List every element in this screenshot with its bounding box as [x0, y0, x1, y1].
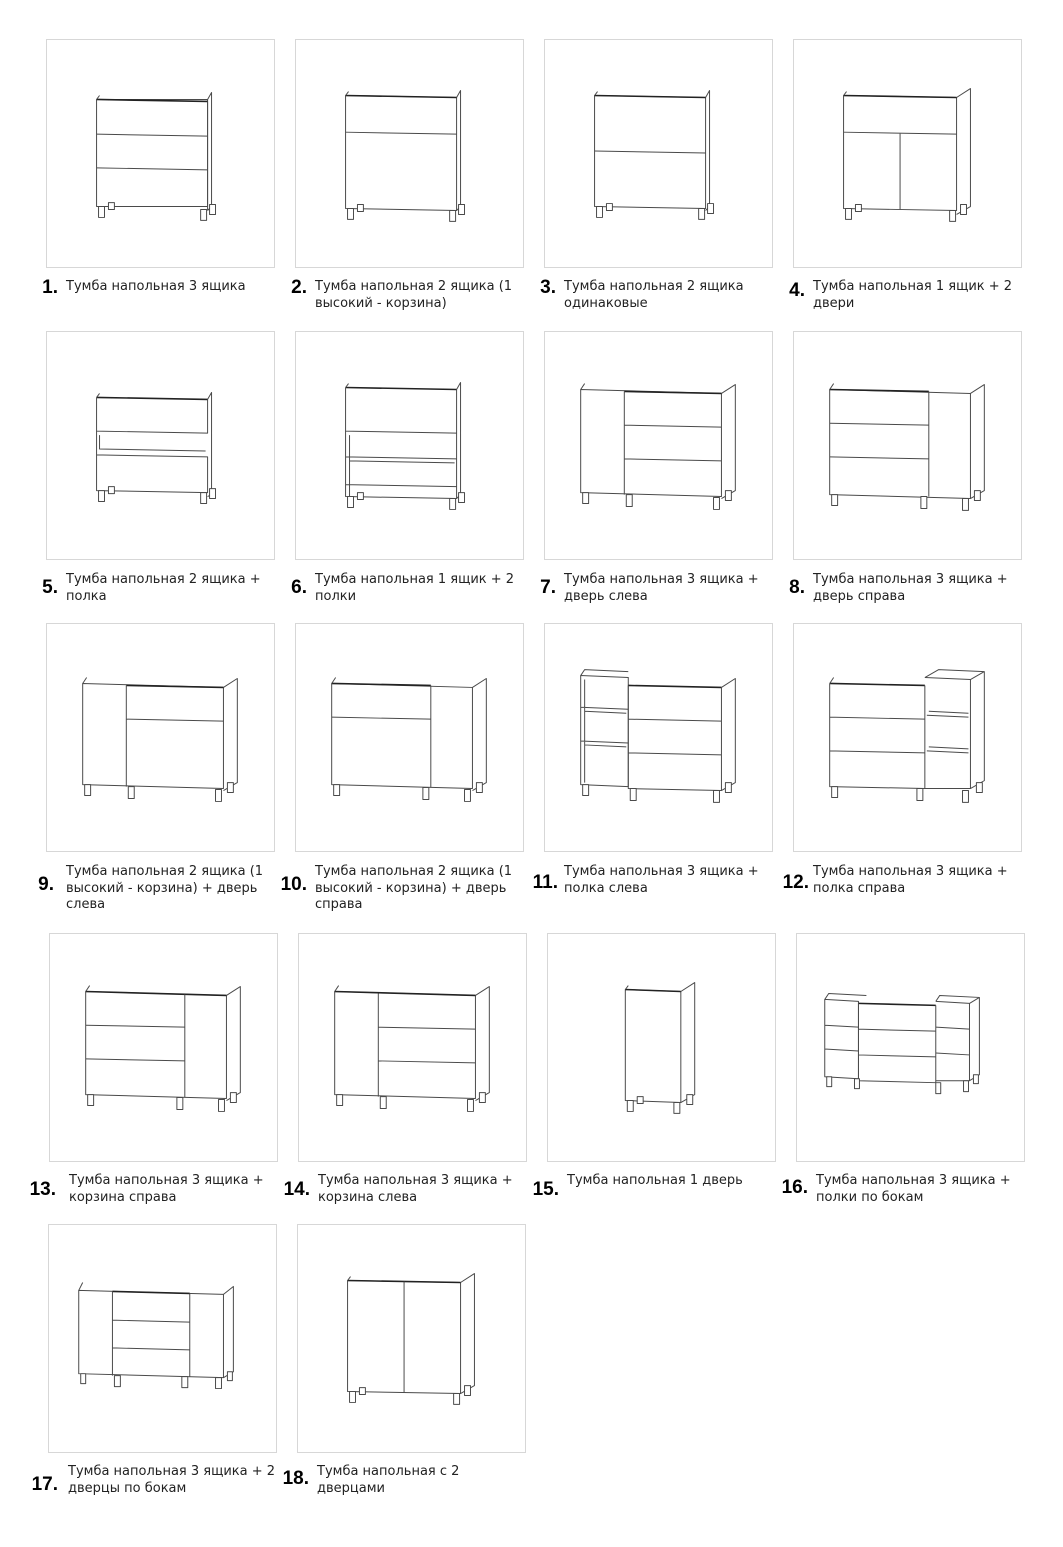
cabinet-image-8[interactable] [793, 331, 1022, 560]
item-title: Тумба напольная 3 ящика + дверь справа [813, 572, 1008, 604]
item-title: Тумба напольная 2 ящика (1 высокий - корзина) [315, 279, 513, 311]
item-title: Тумба напольная 1 ящик + 2 двери [813, 279, 1013, 311]
cabinet-image-5[interactable] [46, 331, 275, 560]
cabinet-image-14[interactable] [298, 933, 527, 1162]
cabinet-image-4[interactable] [793, 39, 1022, 268]
item-number: 1. [42, 277, 58, 298]
item-title: Тумба напольная 3 ящика [66, 279, 246, 294]
cabinet-image-7[interactable] [544, 331, 773, 560]
cabinet-image-3[interactable] [544, 39, 773, 268]
item-title: Тумба напольная с 2 дверцами [317, 1464, 460, 1496]
cabinet-image-6[interactable] [295, 331, 524, 560]
item-title: Тумба напольная 3 ящика + полка справа [813, 864, 1008, 896]
cabinet-image-1[interactable] [46, 39, 275, 268]
cabinet-image-17[interactable] [48, 1224, 277, 1453]
item-number: 8. [789, 577, 805, 598]
item-number: 12. [782, 872, 809, 893]
cabinet-image-18[interactable] [297, 1224, 526, 1453]
item-number: 6. [291, 577, 307, 598]
item-title: Тумба напольная 3 ящика + полки по бокам [816, 1173, 1011, 1205]
item-title: Тумба напольная 2 ящика + полка [66, 572, 261, 604]
item-number: 16. [781, 1177, 808, 1198]
item-number: 18. [282, 1468, 309, 1489]
cabinet-image-16[interactable] [796, 933, 1025, 1162]
item-title: Тумба напольная 3 ящика + корзина справа [69, 1173, 264, 1205]
item-number: 5. [42, 577, 58, 598]
item-title: Тумба напольная 1 ящик + 2 полки [315, 572, 515, 604]
item-number: 13. [29, 1179, 56, 1200]
item-title: Тумба напольная 3 ящика + полка слева [564, 864, 759, 896]
item-title: Тумба напольная 3 ящика + 2 дверцы по бокам [68, 1464, 276, 1496]
cabinet-image-10[interactable] [295, 623, 524, 852]
item-number: 3. [540, 277, 556, 298]
item-number: 15. [532, 1179, 559, 1200]
item-number: 9. [38, 874, 54, 895]
cabinet-image-9[interactable] [46, 623, 275, 852]
item-title: Тумба напольная 3 ящика + дверь слева [564, 572, 759, 604]
item-number: 7. [540, 577, 556, 598]
cabinet-image-12[interactable] [793, 623, 1022, 852]
item-number: 4. [789, 280, 805, 301]
item-number: 10. [280, 874, 307, 895]
item-number: 11. [532, 872, 558, 893]
item-title: Тумба напольная 2 ящика (1 высокий - корзина) + дверь слева [66, 864, 264, 912]
item-title: Тумба напольная 2 ящика одинаковые [564, 279, 744, 311]
item-title: Тумба напольная 3 ящика + корзина слева [318, 1173, 513, 1205]
cabinet-image-11[interactable] [544, 623, 773, 852]
cabinet-image-2[interactable] [295, 39, 524, 268]
cabinet-image-15[interactable] [547, 933, 776, 1162]
item-number: 14. [283, 1179, 310, 1200]
cabinet-image-13[interactable] [49, 933, 278, 1162]
item-title: Тумба напольная 1 дверь [567, 1173, 743, 1188]
item-number: 17. [31, 1474, 58, 1495]
item-number: 2. [291, 277, 307, 298]
item-title: Тумба напольная 2 ящика (1 высокий - корзина) + дверь справа [315, 864, 513, 912]
